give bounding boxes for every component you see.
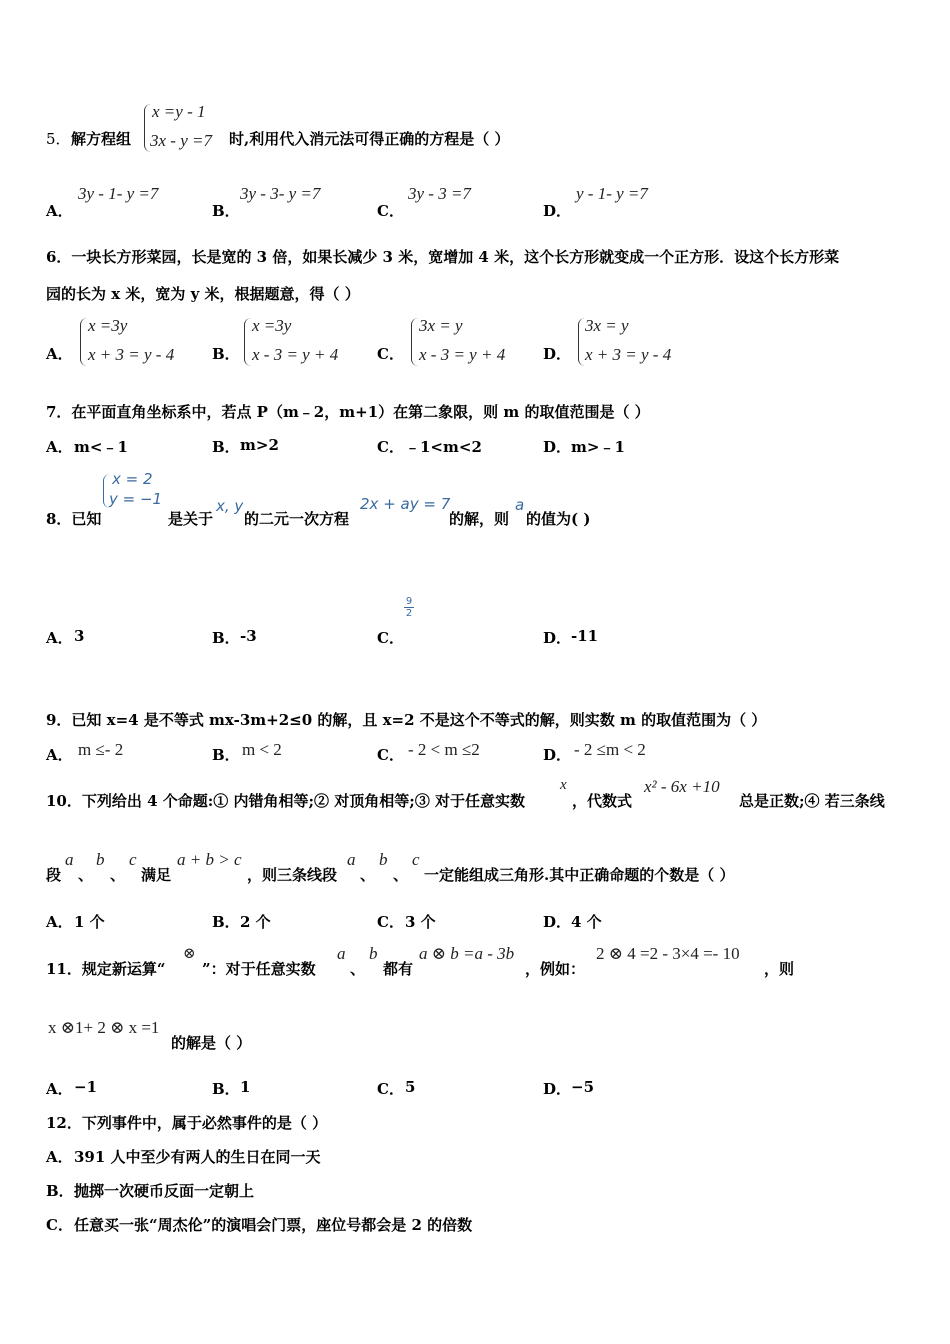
- q6-option-c-brace: [411, 318, 418, 366]
- q10-sep2: 、: [110, 866, 126, 884]
- q9-stem: 9．已知 x=4 是不等式 mx-3m+2≤0 的解，且 x=2 不是这个不等式的解，则实数 m 的取值范围为（ ）: [46, 711, 767, 729]
- q10-var-a2: a: [347, 850, 356, 869]
- q11-option-d-label: D．: [543, 1080, 572, 1098]
- q11-option-d: −5: [571, 1078, 595, 1096]
- q8-text-2: 的二元一次方程: [244, 510, 350, 528]
- q7-stem: 7．在平面直角坐标系中，若点 P（m﹣2，m+1）在第二象限，则 m 的取值范围是（ ）: [46, 403, 650, 421]
- q10-expression: x² - 6x +10: [644, 777, 720, 796]
- q8-stem-start: 8．已知: [46, 510, 102, 528]
- q10-condition: a + b > c: [177, 850, 242, 869]
- q11-stem-part2: ”：对于任意实数: [202, 960, 316, 978]
- q10-line2-end: 一定能组成三角形.其中正确命题的个数是（ ）: [424, 866, 735, 884]
- q11-stem-part1: 11．规定新运算“: [46, 960, 166, 978]
- q5-option-c: 3y - 3 =7: [408, 184, 471, 203]
- q10-stem-part2: ，代数式: [572, 792, 633, 810]
- q8-sys-eq2: y = −1: [109, 490, 163, 508]
- q8-option-b: -3: [240, 627, 257, 645]
- q11-stem-part5: ，则: [764, 960, 795, 978]
- q8-vars: x, y: [216, 497, 244, 515]
- q12-option-a: 391 人中至少有两人的生日在同一天: [74, 1148, 321, 1166]
- q11-equation: x ⊗1+ 2 ⊗ x =1: [48, 1018, 160, 1037]
- q7-option-d: m>﹣1: [571, 438, 625, 456]
- q7-option-b-label: B．: [212, 438, 240, 456]
- q7-option-c: ﹣1<m<2: [405, 438, 482, 456]
- q8-option-d: -11: [571, 627, 599, 645]
- q10-option-c: 3 个: [405, 913, 436, 931]
- q5-option-b: 3y - 3- y =7: [240, 184, 321, 203]
- q10-line2-start: 段: [46, 866, 62, 884]
- q5-eq1: x =y - 1: [152, 102, 206, 121]
- q5-eq2: 3x - y =7: [150, 131, 212, 150]
- q10-var-b: b: [96, 850, 105, 869]
- q6-option-d-brace: [578, 318, 585, 366]
- q11-option-c: 5: [405, 1078, 416, 1096]
- q11-operator: ⊗: [183, 946, 196, 962]
- q6-option-b-label: B．: [212, 345, 240, 363]
- q6-option-d-label: D．: [543, 345, 572, 363]
- q8-fraction-numerator: 9: [405, 596, 413, 607]
- q6-option-a-brace: [80, 318, 87, 366]
- q10-sep1: 、: [78, 866, 94, 884]
- q10-var-b2: b: [379, 850, 388, 869]
- q6-stem-line1: 6．一块长方形菜园，长是宽的 3 倍，如果长减少 3 米，宽增加 4 米，这个长方形就变成一个正方形．设这个长方形菜: [46, 248, 840, 266]
- q8-equation: 2x + ay = 7: [360, 495, 451, 513]
- q10-option-b: 2 个: [240, 913, 271, 931]
- q8-text-3: 的解，则: [449, 510, 510, 528]
- q12-option-c-label: C．: [46, 1216, 73, 1234]
- q11-stem-part4: ，例如：: [525, 960, 586, 978]
- q8-option-a-label: A．: [46, 629, 73, 647]
- q12-option-b: 抛掷一次硬币反面一定朝上: [74, 1182, 255, 1200]
- q11-option-b-label: B．: [212, 1080, 240, 1098]
- q9-option-c: - 2 < m ≤2: [408, 740, 480, 759]
- q8-option-c-fraction: [403, 596, 415, 619]
- q7-option-b: m>2: [240, 436, 279, 454]
- q8-option-c-label: C．: [377, 629, 404, 647]
- q11-var-b: b: [369, 944, 378, 963]
- q6-option-a-label: A．: [46, 345, 73, 363]
- q11-sep: 、: [350, 960, 366, 978]
- q10-option-d-label: D．: [543, 913, 572, 931]
- q11-option-a-label: A．: [46, 1080, 73, 1098]
- q10-line2-mid: 满足: [141, 866, 172, 884]
- q10-line2-mid2: ，则三条线段: [247, 866, 338, 884]
- q8-option-d-label: D．: [543, 629, 572, 647]
- q9-option-b: m < 2: [242, 740, 282, 759]
- q12-stem: 12．下列事件中，属于必然事件的是（ ）: [46, 1114, 328, 1132]
- q8-sys-eq1: x = 2: [112, 470, 153, 488]
- q9-option-d: - 2 ≤m < 2: [574, 740, 646, 759]
- q6-option-a-eq2: x + 3 = y - 4: [88, 345, 175, 364]
- q5-option-a-label: A．: [46, 202, 73, 220]
- q9-option-c-label: C．: [377, 746, 404, 764]
- q9-option-a-label: A．: [46, 746, 73, 764]
- q5-number: 5．: [46, 130, 71, 148]
- q10-option-b-label: B．: [212, 913, 240, 931]
- q9-option-d-label: D．: [543, 746, 572, 764]
- q11-var-a: a: [337, 944, 346, 963]
- q6-option-c-label: C．: [377, 345, 404, 363]
- q10-stem-part3: 总是正数;④ 若三条线: [739, 792, 885, 810]
- q10-option-c-label: C．: [377, 913, 404, 931]
- q11-option-b: 1: [240, 1078, 251, 1096]
- q10-sep4: 、: [393, 866, 409, 884]
- q6-option-b-brace: [244, 318, 251, 366]
- q11-stem-part3: 都有: [383, 960, 414, 978]
- q8-option-b-label: B．: [212, 629, 240, 647]
- q11-option-c-label: C．: [377, 1080, 404, 1098]
- q10-sep3: 、: [360, 866, 376, 884]
- q6-option-c-eq2: x - 3 = y + 4: [419, 345, 506, 364]
- q5-option-a: 3y - 1- y =7: [78, 184, 159, 203]
- q11-definition: a ⊗ b =a - 3b: [419, 944, 515, 963]
- q6-option-d-eq2: x + 3 = y - 4: [585, 345, 672, 364]
- q5-stem: 解方程组: [71, 130, 132, 148]
- q7-option-d-label: D．: [543, 438, 572, 456]
- q10-var-c2: c: [412, 850, 420, 869]
- q5-option-d: y - 1- y =7: [576, 184, 648, 203]
- q12-option-b-label: B．: [46, 1182, 74, 1200]
- q6-option-c-eq1: 3x = y: [419, 316, 463, 335]
- q10-option-d: 4 个: [571, 913, 602, 931]
- q10-var-x: x: [560, 777, 567, 793]
- q6-option-b-eq2: x - 3 = y + 4: [252, 345, 339, 364]
- q12-option-c: 任意买一张“周杰伦”的演唱会门票，座位号都会是 2 的倍数: [74, 1216, 473, 1234]
- q7-option-a-label: A．: [46, 438, 73, 456]
- q5-option-b-label: B．: [212, 202, 240, 220]
- q9-option-a: m ≤- 2: [78, 740, 124, 759]
- q5-option-c-label: C．: [377, 202, 404, 220]
- q7-option-a: m<﹣1: [74, 438, 128, 456]
- q8-fraction-denominator: 2: [405, 608, 413, 619]
- q10-stem-part1: 10．下列给出 4 个命题:① 内错角相等;② 对顶角相等;③ 对于任意实数: [46, 792, 526, 810]
- q8-text-1: 是关于: [168, 510, 214, 528]
- q6-option-a-eq1: x =3y: [88, 316, 128, 335]
- q10-var-c: c: [129, 850, 137, 869]
- q8-var-a: a: [515, 496, 525, 514]
- q6-stem-line2: 园的长为 x 米，宽为 y 米，根据题意，得（ ）: [46, 285, 360, 303]
- q10-option-a: 1 个: [74, 913, 105, 931]
- q11-example: 2 ⊗ 4 =2 - 3×4 =- 10: [596, 944, 740, 963]
- q10-option-a-label: A．: [46, 913, 73, 931]
- q5-option-d-label: D．: [543, 202, 572, 220]
- q6-option-b-eq1: x =3y: [252, 316, 292, 335]
- q10-var-a: a: [65, 850, 74, 869]
- q9-option-b-label: B．: [212, 746, 240, 764]
- q5-stem-end: 时,利用代入消元法可得正确的方程是（ ）: [229, 130, 510, 148]
- q12-option-a-label: A．: [46, 1148, 73, 1166]
- q6-option-d-eq1: 3x = y: [585, 316, 629, 335]
- q7-option-c-label: C．: [377, 438, 404, 456]
- q11-option-a: −1: [74, 1078, 98, 1096]
- q8-text-4: 的值为( ): [526, 510, 591, 528]
- q8-option-a: 3: [74, 627, 85, 645]
- q11-stem-part6: 的解是（ ）: [171, 1034, 252, 1052]
